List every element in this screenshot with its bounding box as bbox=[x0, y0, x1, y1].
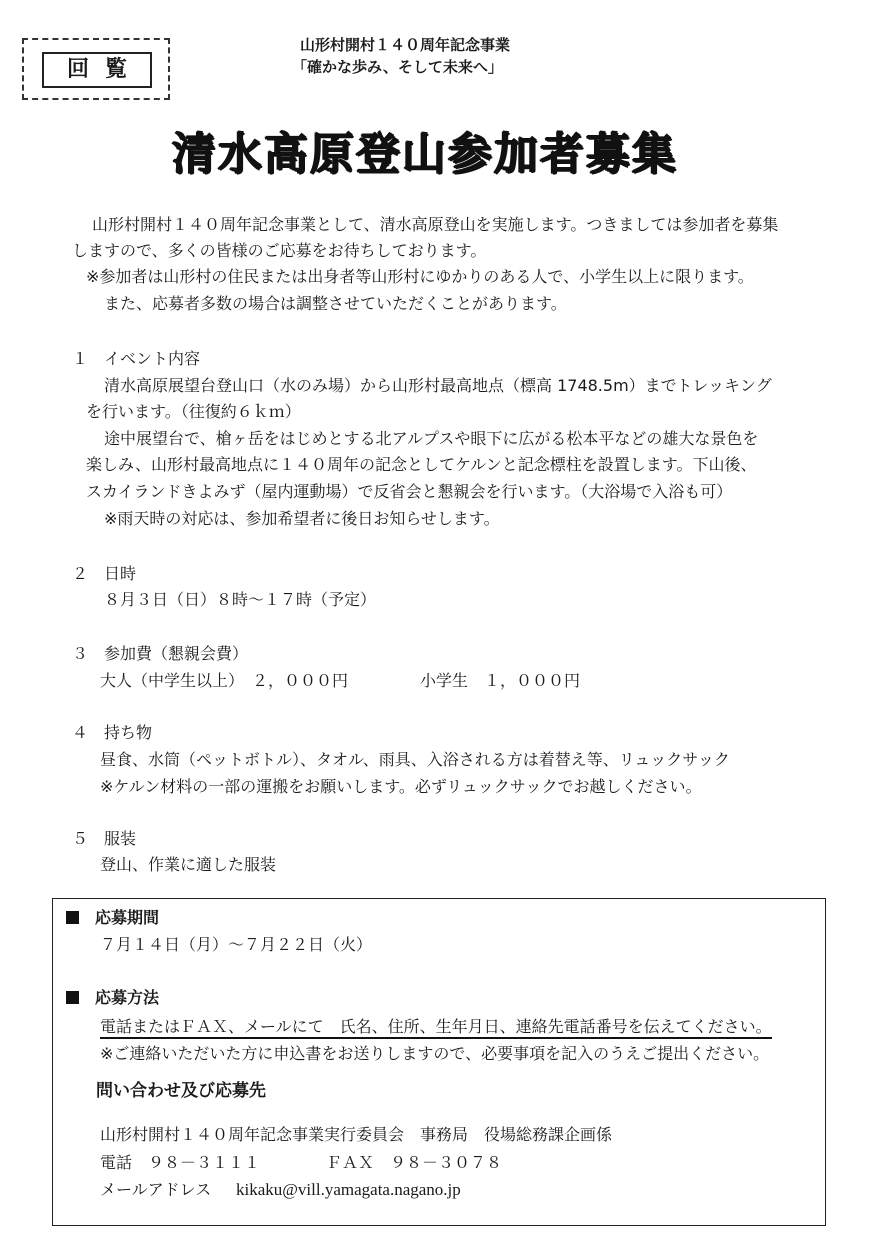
contact-heading: 問い合わせ及び応募先 bbox=[96, 1081, 266, 1101]
section-1-line-3: 途中展望台で、槍ヶ岳をはじめとする北アルプスや眼下に広がる松本平などの雄大な景色を bbox=[104, 429, 759, 448]
page-title: 清水高原登山参加者募集 bbox=[172, 129, 678, 180]
section-3-heading: ３ 参加費（懇親会費） bbox=[72, 644, 249, 663]
method-note: ※ご連絡いただいた方に申込書をお送りしますので、必要事項を記入のうえご提出ください。 bbox=[100, 1044, 770, 1063]
square-bullet-icon bbox=[66, 911, 79, 924]
period-heading-text: 応募期間 bbox=[95, 908, 160, 927]
circulation-stamp bbox=[22, 38, 170, 100]
phone-number: 電話 ９８－３１１１ bbox=[100, 1153, 261, 1172]
period-dates: ７月１４日（月）～７月２２日（火） bbox=[100, 935, 373, 954]
fee-child: 小学生 １，０００円 bbox=[420, 671, 581, 690]
items-note: ※ケルン材料の一部の運搬をお願いします。必ずリュックサックでお越しください。 bbox=[100, 777, 702, 796]
section-1-line-5: スカイランドきよみず（屋内運動場）で反省会と懇親会を行います。（大浴場で入浴も可） bbox=[86, 482, 733, 501]
method-line-1 bbox=[100, 1014, 772, 1040]
intro-note: ※参加者は山形村の住民または出身者等山形村にゆかりのある人で、小学生以上に限ります。 bbox=[86, 267, 754, 286]
section-5-heading: ５ 服装 bbox=[72, 829, 137, 848]
section-4-heading: ４ 持ち物 bbox=[72, 723, 153, 742]
method-heading bbox=[66, 985, 159, 1011]
section-1-line-1: 清水高原展望台登山口（水のみ場）から山形村最高地点（標高 1748.5m）までトレッキング bbox=[104, 376, 772, 395]
method-underlined-text: 電話またはＦＡＸ、メールにて 氏名、住所、生年月日、連絡先電話番号を伝えてください。 bbox=[100, 1017, 772, 1039]
committee-name: 山形村開村１４０周年記念事業実行委員会 事務局 役場総務課企画係 bbox=[100, 1125, 613, 1144]
email-label: メールアドレス bbox=[100, 1180, 212, 1199]
email-address[interactable]: kikaku@vill.yamagata.nagano.jp bbox=[236, 1180, 461, 1199]
items-list: 昼食、水筒（ペットボトル）、タオル、雨具、入浴される方は着替え等、リュックサック bbox=[100, 750, 730, 769]
intro-line-1: 山形村開村１４０周年記念事業として、清水高原登山を実施します。つきましては参加者を募集 bbox=[92, 215, 779, 234]
section-1-note: ※雨天時の対応は、参加希望者に後日お知らせします。 bbox=[104, 509, 500, 528]
fax-number: ＦＡＸ ９８－３０７８ bbox=[326, 1153, 503, 1172]
fee-adult: 大人（中学生以上） ２，０００円 bbox=[100, 671, 349, 690]
clothing: 登山、作業に適した服装 bbox=[100, 855, 277, 874]
section-2-heading: ２ 日時 bbox=[72, 564, 137, 583]
org-slogan: 「確かな歩み、そして未来へ」 bbox=[292, 58, 503, 76]
section-1-line-4: 楽しみ、山形村最高地点に１４０周年の記念としてケルンと記念標柱を設置します。下山後、 bbox=[86, 455, 757, 474]
method-heading-text: 応募方法 bbox=[95, 988, 160, 1007]
section-2-date: ８月３日（日）８時～１７時（予定） bbox=[104, 590, 377, 609]
section-1-line-2: を行います。（往復約６ｋｍ） bbox=[86, 402, 301, 421]
square-bullet-icon bbox=[66, 991, 79, 1004]
intro-line-2: しますので、多くの皆様のご応募をお待ちしております。 bbox=[72, 241, 487, 260]
section-1-heading: １ イベント内容 bbox=[72, 349, 201, 368]
intro-note-2: また、応募者多数の場合は調整させていただくことがあります。 bbox=[104, 294, 567, 313]
org-event-name: 山形村開村１４０周年記念事業 bbox=[300, 36, 511, 54]
period-heading bbox=[66, 905, 159, 931]
stamp-text: 回覧 bbox=[42, 52, 152, 88]
